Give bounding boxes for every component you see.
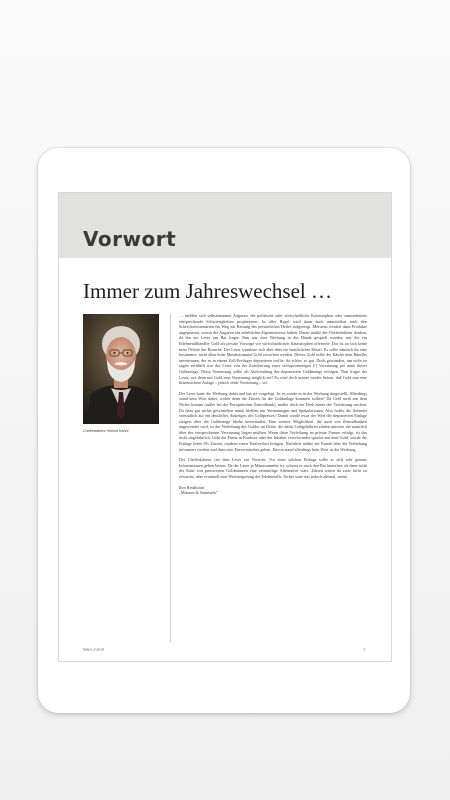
- paragraph-3: Der Chefredakteur riet dem Leser zur Vorsicht. Vor einer solchen Einlage sollte er sich sehr genaue Informationen geben lassen. Da der Leser ja Münzsammler ist, scheint es noch den Rat hinterher, ob denn nicht der Kauf von preiswerten Goldmünzen eine vernünftige Alternative wäre. Zinsen wären da zwar nicht zu erwarten, aber eventuell eine Wertsteigerung des Edelmetalls. Sicher wäre das jedoch allemal, meint: [179, 457, 367, 480]
- page-number: 3: [363, 647, 365, 652]
- issue-label: M&S 2/2019: [83, 647, 105, 652]
- magazine-page: [58, 192, 392, 662]
- article-headline: Immer zum Jahreswechsel …: [83, 279, 332, 303]
- signature-block: [179, 485, 367, 496]
- column-divider: [170, 314, 171, 642]
- paragraph-2: Der Leser hatte die Werbung dabei und hat sie vorgelegt. Ja, es wurde in in der Werbung dargestellt. Allerdings stand kein Wort dabei, woher denn die Zinsen für die Goldanlage kommen sollten? Da Geld nicht aus dem Nichts kommt (außer bei der Europäischen Zentralbank), mußte doch ein Dreh hinter der Verzinsung stecken. Da dazu gar nichts geschrieben stand, blieben nur Vermutungen und Spekulationen. Also hoffte die Anbieter vermutlich auf ein deutliches Ansteigen des Goldpreises? Damit würde zwar der Wert der deponierten Einlage steigen, aber die Goldmenge bliebe unverändert. Eine weitere Möglichkeit, die auch von Zentralbanken angewendet wird, ist die Verleihung des Goldes an Dritte, die dafür Leihgebühren zahlen müssen, die natürlich über der versprochenen Verzinsung liegen müßten. Wenn diese Verleihung an private Firmen erfolgt, ist das nicht ungefährlich. Geht die Firma in Konkurs oder der Inhaber verschwindet spurlos mit dem Gold, würde die Einlage keine 6% Zinsen, sondern einen Totalverlust bringen. Natürlich müßte der Kunde über die Verleihung informiert werden und dazu sein Einverständnis geben. Davon stand allerdings kein Wort in der Werbung.: [179, 390, 367, 452]
- portrait-image: [83, 314, 159, 424]
- signature-line-1: Ihre Redaktion: [179, 484, 205, 490]
- section-title: Vorwort: [83, 227, 177, 251]
- section-banner: [59, 193, 391, 258]
- editor-photo: [83, 314, 159, 424]
- article-body: [179, 313, 367, 496]
- tablet-frame: [38, 148, 410, 713]
- photo-caption: Chefredakteur Helmut Kahnt: [83, 429, 129, 433]
- signature-line-2: „Münzen & Sammeln": [179, 490, 218, 496]
- paragraph-1: … melden sich selbsternannte Auguren, die politische oder wirtschaftliche Katastrophen oder zumindestens entsprechende Schwierigkeiten prophezeien. In aller Regel wird dann auch unmittelbar nach den Schreckensszenarien ein Weg zur Rettung des persönlichen Heiles aufgezeigt. Meistens werden dann Produkte angepriesen, womit die Auguren ein erhebliches Eigeninteresse haben. Daran mußte der Chefredakteur denken, da ihn ein Leser um Rat fragte. Ihm war eine Werbung in die Hände gespielt worden, mit der ein Edelmetallhändler Gold als private Vorsorge vor wirtschaftlichen Katastrophen offerierte. Das ist an sich keine neue Offerte der Branche. Der Leser wunderte sich aber über ein beachtliches Detail. Es sollte nämlich für eine bestimmte, nicht allzu hohe Mindestsumme Gold erworben werden. Dieses Gold sollte der Käufer dem Händler anvertrauen, der es in einem Zoll-Freilager deponieren wollte. So schön, so gut. Doch gewundert, um nicht zu sagen verblüfft war der Leser von der Zusicherung einer sechsprozentigen (!) Verzinsung per anno dieser Goldanlage. Diese Verzinsung sollte als Aufwendung der deponierten Goldmenge erfolgen. Nun fragte der Leser, wie denn mit Gold eine Verzinsung möglich sei? Es wird doch immer wieder betont, daß Gold nun eine krisensichere Anlage – jedoch ohne Verzinsung – sei.: [179, 313, 367, 386]
